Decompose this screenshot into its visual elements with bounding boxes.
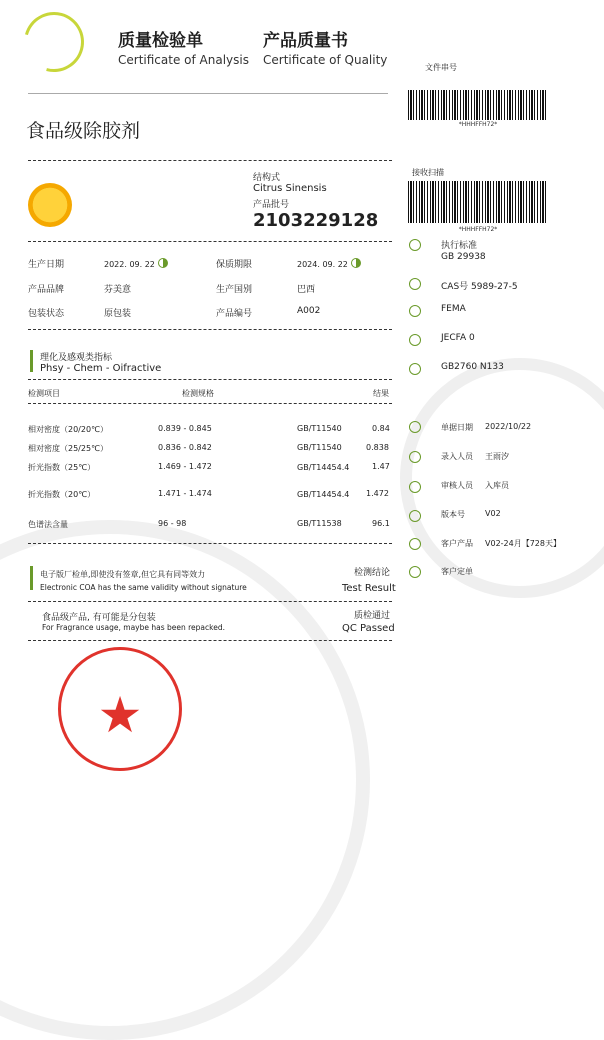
barcode-doc xyxy=(408,90,548,120)
record-label: 审核人员 xyxy=(441,481,473,490)
barcode-scan-text: *HHHFFH72* xyxy=(458,226,498,233)
row-result: 0.84 xyxy=(372,424,390,433)
watermark-circle-left xyxy=(0,520,370,1040)
row-method: GB/T14454.4 xyxy=(297,490,350,499)
divider-1 xyxy=(28,160,392,161)
record-value: 王雨汐 xyxy=(485,452,509,461)
record-label: 单据日期 xyxy=(441,423,473,432)
record-value: V02-24月【728天】 xyxy=(485,539,561,548)
title-en-analysis: Certificate of Analysis xyxy=(118,53,249,67)
circle-bullet-icon xyxy=(409,305,421,317)
standard-label: 执行标准 xyxy=(441,241,478,251)
record-value: V02 xyxy=(485,509,501,518)
qc-label-en: QC Passed xyxy=(342,623,395,634)
standard-label: CAS号 5989-27-5 xyxy=(441,282,518,292)
circle-bullet-icon xyxy=(409,421,421,433)
row-item: 折光指数（20℃） xyxy=(28,490,96,499)
divider-3 xyxy=(28,329,392,330)
divider-8 xyxy=(28,640,392,641)
info-value-expiry: 2024. 09. 22 xyxy=(297,258,361,269)
half-circle-icon xyxy=(351,258,361,268)
row-spec: 96 - 98 xyxy=(158,519,187,528)
record-label: 版本号 xyxy=(441,510,465,519)
structure-value: Citrus Sinensis xyxy=(253,183,327,194)
note-accent-bar xyxy=(30,566,33,590)
circle-bullet-icon xyxy=(409,481,421,493)
row-item: 相对密度（20/20℃） xyxy=(28,425,109,434)
watermark-circle-right xyxy=(400,358,604,598)
row-result: 1.472 xyxy=(366,489,389,498)
col-header-item: 检测项目 xyxy=(28,389,60,398)
record-label: 客户定单 xyxy=(441,567,473,576)
info-value-production-date: 2022. 09. 22 xyxy=(104,258,168,269)
divider-5 xyxy=(28,403,392,404)
col-header-spec: 检测规格 xyxy=(182,389,214,398)
standard-label: JECFA 0 xyxy=(441,333,475,343)
batch-label: 产品批号 xyxy=(253,200,290,210)
info-label-production-date: 生产日期 xyxy=(28,260,65,270)
row-item: 色谱法含量 xyxy=(28,520,68,529)
title-en-quality: Certificate of Quality xyxy=(263,53,388,67)
info-label-expiry: 保质期限 xyxy=(216,260,253,270)
doc-no-label: 文件串号 xyxy=(425,63,457,72)
circle-bullet-icon xyxy=(409,363,421,375)
seal-star-icon: ★ xyxy=(97,686,143,744)
row-item: 折光指数（25℃） xyxy=(28,463,96,472)
row-result: 96.1 xyxy=(372,519,390,528)
info-value-brand: 芬美意 xyxy=(104,285,132,295)
circle-bullet-icon xyxy=(409,334,421,346)
divider-7 xyxy=(28,601,392,602)
row-method: GB/T11540 xyxy=(297,443,342,452)
row-method: GB/T14454.4 xyxy=(297,463,350,472)
record-value: 入库员 xyxy=(485,481,509,490)
barcode-scan xyxy=(408,181,548,223)
header-divider xyxy=(28,93,388,94)
standard-label: GB2760 N133 xyxy=(441,362,504,372)
circle-bullet-icon xyxy=(409,566,421,578)
conclusion-label-en: Test Result xyxy=(342,583,396,594)
circle-bullet-icon xyxy=(409,278,421,290)
divider-2 xyxy=(28,241,392,242)
info-label-country: 生产国别 xyxy=(216,285,253,295)
structure-label: 结构式 xyxy=(253,173,281,183)
note2-en: For Fragrance usage, maybe has been repacked. xyxy=(42,623,225,632)
title-cn-quality: 产品质量书 xyxy=(263,31,348,51)
row-item: 相对密度（25/25℃） xyxy=(28,444,109,453)
divider-4 xyxy=(28,379,392,380)
info-value-package: 原包装 xyxy=(104,309,132,319)
circle-bullet-icon xyxy=(409,239,421,251)
row-result: 0.838 xyxy=(366,443,389,452)
row-spec: 1.469 - 1.472 xyxy=(158,462,212,471)
record-label: 客户产品 xyxy=(441,539,473,548)
conclusion-label-cn: 检测结论 xyxy=(354,568,391,578)
info-label-package: 包装状态 xyxy=(28,309,65,319)
row-method: GB/T11540 xyxy=(297,424,342,433)
note1-en: Electronic COA has the same validity without signature xyxy=(40,583,247,592)
info-label-product-code: 产品编号 xyxy=(216,309,253,319)
standard-label: FEMA xyxy=(441,304,466,314)
company-logo-icon xyxy=(13,1,95,83)
barcode-doc-text: *HHHFFH72* xyxy=(458,121,498,128)
row-result: 1.47 xyxy=(372,462,390,471)
row-spec: 1.471 - 1.474 xyxy=(158,489,212,498)
divider-6 xyxy=(28,543,392,544)
section-title-cn: 理化及感观类指标 xyxy=(40,353,113,363)
qc-label-cn: 质检通过 xyxy=(354,611,391,621)
title-cn-analysis: 质量检验单 xyxy=(118,31,203,51)
info-value-country: 巴西 xyxy=(297,285,316,295)
scan-label: 接收扫描 xyxy=(412,168,444,177)
note1-cn: 电子版厂检单,即使没有签章,但它具有同等效力 xyxy=(40,570,206,579)
note2-cn: 食品级产品, 有可能是分包装 xyxy=(42,613,156,623)
info-label-brand: 产品品牌 xyxy=(28,285,65,295)
circle-bullet-icon xyxy=(409,451,421,463)
product-name: 食品级除胶剂 xyxy=(26,120,141,142)
standard-value: GB 29938 xyxy=(441,252,486,262)
section-accent-bar xyxy=(30,350,33,372)
section-title-en: Phsy - Chem - Oifractive xyxy=(40,363,162,374)
info-value-product-code: A002 xyxy=(297,306,321,316)
batch-number: 2103229128 xyxy=(253,210,379,231)
col-header-result: 结果 xyxy=(373,389,389,398)
half-circle-icon xyxy=(158,258,168,268)
circle-bullet-icon xyxy=(409,510,421,522)
record-value: 2022/10/22 xyxy=(485,422,532,431)
circle-bullet-icon xyxy=(409,538,421,550)
row-spec: 0.836 - 0.842 xyxy=(158,443,212,452)
record-label: 录入人员 xyxy=(441,452,473,461)
row-method: GB/T11538 xyxy=(297,519,342,528)
row-spec: 0.839 - 0.845 xyxy=(158,424,212,433)
orange-icon xyxy=(28,183,72,227)
